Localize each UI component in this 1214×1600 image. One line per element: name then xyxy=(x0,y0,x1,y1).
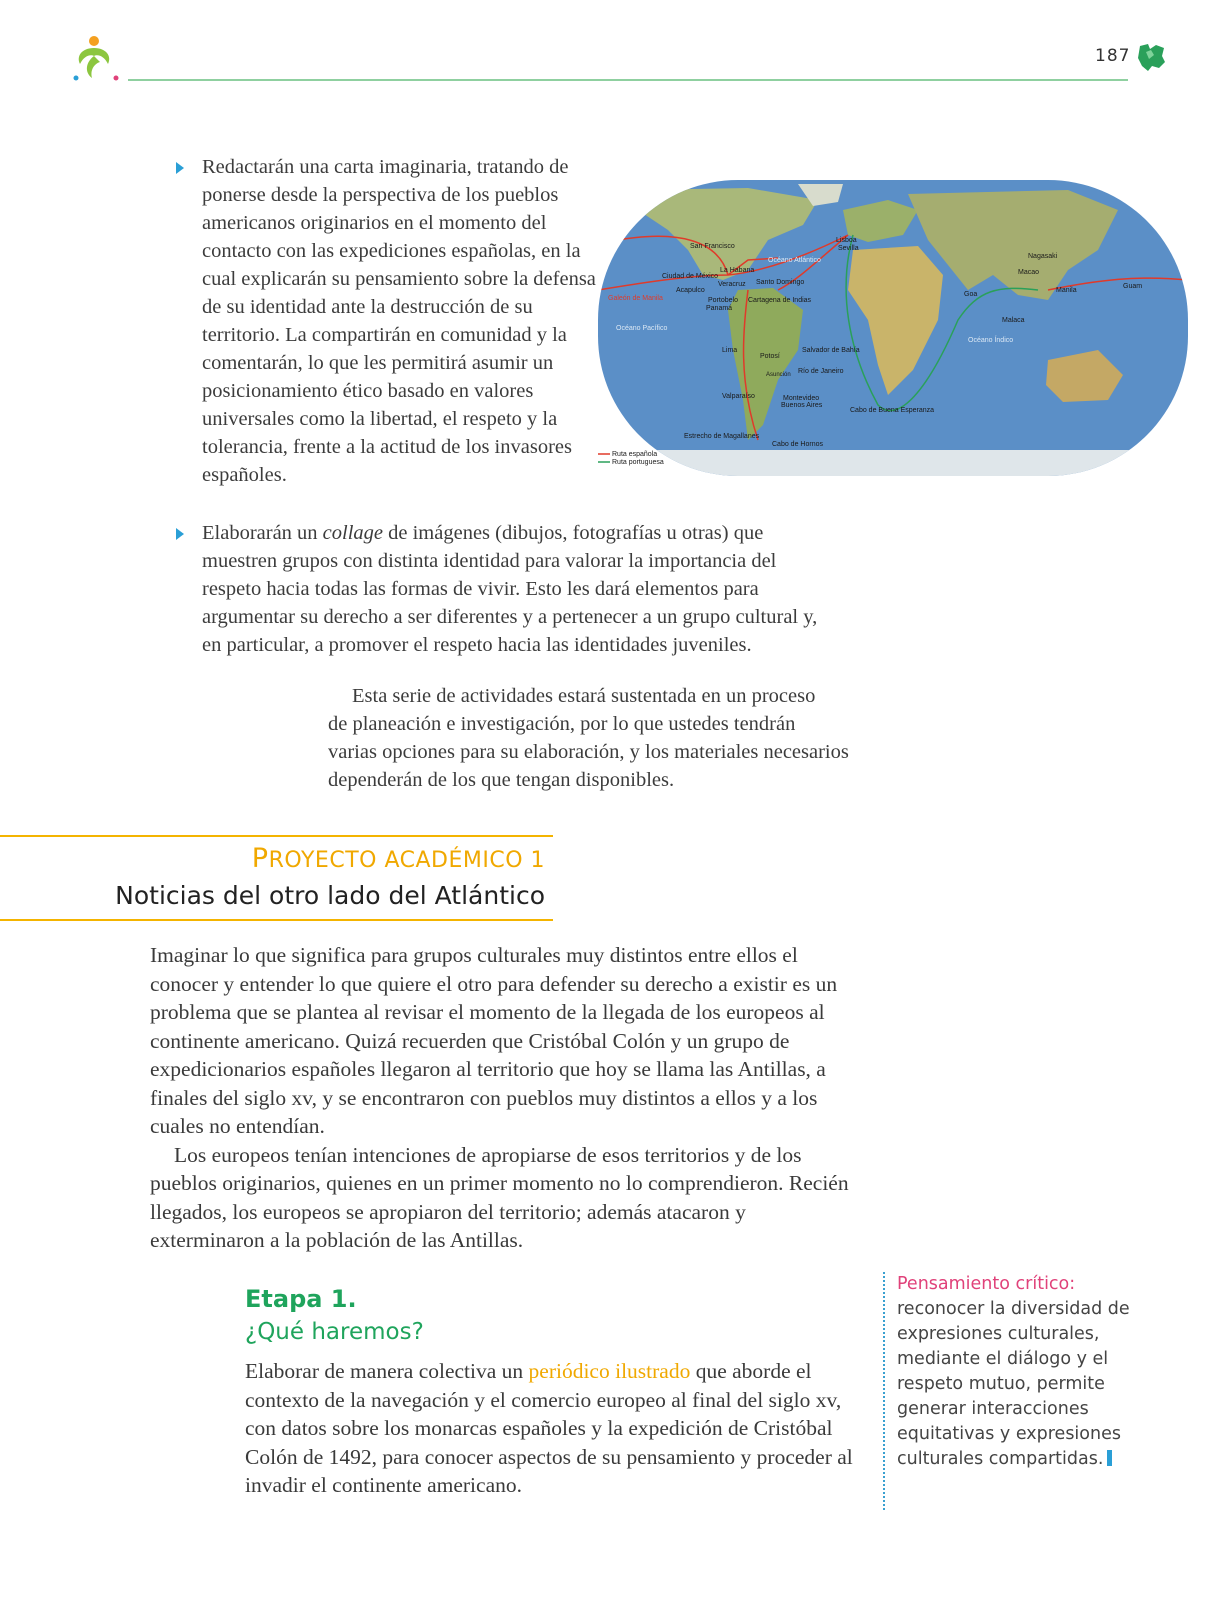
map-label: Cabo de Hornos xyxy=(772,441,823,448)
map-label: Montevideo xyxy=(783,395,820,402)
map-label: Galeón de Manila xyxy=(608,295,663,302)
bullet-arrow-icon xyxy=(176,528,184,540)
legend-spanish-route: Ruta española xyxy=(612,451,658,458)
project-title: PROYECTO ACADÉMICO 1 xyxy=(251,843,545,874)
map-label: Buenos Aires xyxy=(781,402,823,409)
intro-line: dependerán de los que tengan disponibles. xyxy=(328,769,675,791)
map-label: Océano Pacífico xyxy=(616,325,668,332)
map-label: Estrecho de Magallanes xyxy=(684,433,760,440)
map-label: Acapulco xyxy=(676,287,705,294)
paragraph: Los europeos tenían intenciones de apropiarse de esos territorios y de los pueblos originarios, quienes en un primer momento no lo comprendieron. Recién llegados, los europeos se apropiaron del territorio; además atacaron y exterminaron a la población de las Antillas. xyxy=(150,1142,849,1252)
map-label: San Francisco xyxy=(690,243,735,250)
map-label: La Habana xyxy=(720,267,755,274)
green-map-icon xyxy=(1134,40,1168,74)
stage-paragraph xyxy=(245,1357,855,1500)
sidebar-text xyxy=(897,1297,1133,1472)
map-label: Río de Janeiro xyxy=(798,368,844,375)
project-heading xyxy=(0,835,553,921)
map-label: Potosí xyxy=(760,353,780,360)
antarctica xyxy=(598,450,1188,476)
heading-rule xyxy=(0,835,553,837)
project-subtitle: Noticias del otro lado del Atlántico xyxy=(115,881,545,910)
intro-line: Esta serie de actividades estará sustentada en un proceso xyxy=(352,685,816,707)
intro-paragraph xyxy=(328,682,928,794)
map-label: Veracruz xyxy=(718,281,746,288)
bullet-text-part: Elaborarán un xyxy=(202,522,323,544)
heading-rule xyxy=(0,919,553,921)
bullet-text-part: de imágenes (dibujos, fotografías u otras) que muestren grupos con distinta identidad para valorar la importancia del respeto hacia todas las formas de vivir. Esto les dará elementos para argumentar su derecho a ser diferentes y a pertenecer a un grupo cultural y, en particular, a promover el respeto hacia las identidades juveniles. xyxy=(202,522,818,656)
critical-thinking-sidebar xyxy=(883,1272,1133,1510)
map-legend xyxy=(598,451,664,466)
bullet-item-collage xyxy=(176,519,836,659)
bullet-item-letter xyxy=(176,153,596,489)
sidebar-text-body: reconocer la diversidad de expresiones culturales, mediante el diálogo y el respeto mutuo, permite generar interacciones equitativas y expresiones culturales compartidas. xyxy=(897,1299,1130,1469)
main-text xyxy=(150,941,850,1255)
map-label: Guam xyxy=(1123,283,1143,290)
header-rule xyxy=(128,79,1128,81)
bullet-text xyxy=(202,519,836,659)
map-label: Océano Atlántico xyxy=(768,257,821,264)
map-label: Nagasaki xyxy=(1028,253,1058,260)
stage-text-part: que aborde el contexto de la navegación y el comercio europeo al final del siglo xv, con datos sobre los monarcas españoles y la expedición de Cristóbal Colón de 1492, para conocer aspectos de su pensamiento y proceder al invadir el continente americano. xyxy=(245,1359,853,1497)
map-label: Panamá xyxy=(706,305,733,312)
map-label: Lima xyxy=(722,347,738,354)
page-number: 187 xyxy=(1095,46,1131,66)
legend-portuguese-route: Ruta portuguesa xyxy=(612,459,664,466)
stage-text-part: Elaborar de manera colectiva un xyxy=(245,1359,529,1383)
map-label: Sevilla xyxy=(838,245,859,252)
map-label: Manila xyxy=(1056,287,1077,294)
sprout-figure-logo xyxy=(70,34,126,84)
map-label: Goa xyxy=(964,291,978,298)
end-mark-icon xyxy=(1107,1450,1112,1466)
stage-highlight: periódico ilustrado xyxy=(528,1359,691,1383)
paragraph: Imaginar lo que significa para grupos culturales muy distintos entre ellos el conocer y entender lo que quiere el otro para defender su derecho a existir es un problema que se plantea al revisar el momento de la llegada de los europeos al continente americano. Quizá recuerden que Cristóbal Colón y un grupo de expedicionarios españoles llegaron al territorio que hoy se llama las Antillas, a finales del siglo xv, y se encontraron con pueblos muy distintos a ellos y a los cuales no entendían. xyxy=(150,943,838,1138)
bullet-arrow-icon xyxy=(176,162,184,174)
world-map-routes xyxy=(598,180,1188,476)
sidebar-title: Pensamiento crítico: xyxy=(897,1274,1076,1294)
stage-subtitle: ¿Qué haremos? xyxy=(245,1319,424,1345)
stage-title: Etapa 1. xyxy=(245,1285,357,1313)
map-label: Cabo de Buena Esperanza xyxy=(850,407,935,414)
map-label: Santo Domingo xyxy=(756,279,805,286)
map-label: Ciudad de México xyxy=(662,273,719,280)
map-label: Cartagena de Indias xyxy=(748,297,812,304)
map-label: Valparaíso xyxy=(722,393,755,400)
map-label: Océano Índico xyxy=(968,337,1014,344)
map-label: Malaca xyxy=(1002,317,1025,324)
bullet-text: Redactarán una carta imaginaria, tratando de ponerse desde la perspectiva de los pueblos americanos originarios en el momento del contacto con las expediciones españolas, en la cual explicarán su pensamiento sobre la defensa de su identidad ante la destrucción de su territorio. La compartirán en comunidad y la comentarán, lo que les permitirá asumir un posicionamiento ético basado en valores universales como la libertad, el respeto y la tolerancia, frente a la actitud de los invasores españoles. xyxy=(202,156,596,486)
map-label: Lisboa xyxy=(836,237,857,244)
map-label: Salvador de Bahía xyxy=(802,347,860,354)
map-label: Asunción xyxy=(766,372,791,378)
map-label: Macao xyxy=(1018,269,1040,276)
intro-line: de planeación e investigación, por lo que ustedes tendrán xyxy=(328,713,796,735)
map-label: Portobelo xyxy=(708,297,738,304)
bullet-text-italic: collage xyxy=(322,522,384,544)
intro-line: varias opciones para su elaboración, y los materiales necesarios xyxy=(328,741,849,763)
